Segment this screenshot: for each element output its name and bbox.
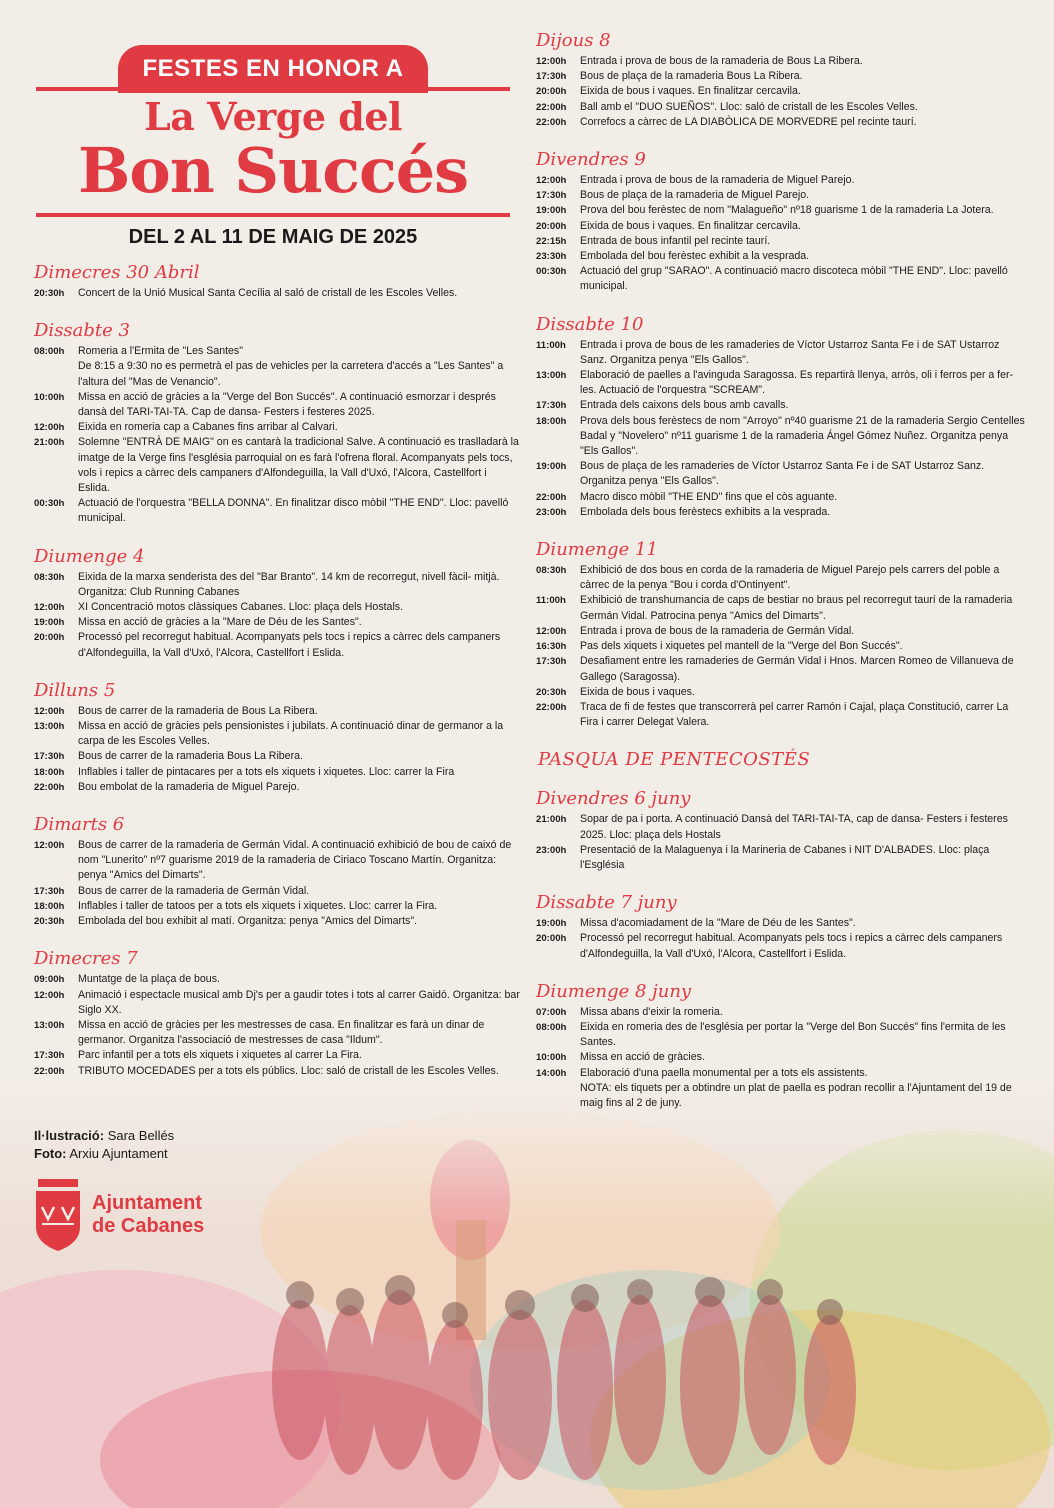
day-title: Divendres 9 [536,149,646,171]
event-row [536,931,1026,961]
event-description: Entrada i prova de bous de la ramaderia de Miguel Parejo. [580,174,855,187]
event-description: Eixida de bous i vaques. En finalitzar cercavila. [580,219,801,232]
event-description: Missa en acció de gràcies a la "Verge del Bon Succés". A continuació esmorzar i després dansà del TARI-TAI-TA. Cap de dansa- Festers i festeres 2025. [78,390,496,419]
event-row [536,1005,1026,1020]
title-rule-bottom [36,213,510,217]
event-description: Prova del bou ferèstec de nom "Malagueño" nº18 guarisme 1 de la ramaderia La Jotera. [580,204,994,217]
event-time: 09:00h [34,974,65,986]
day-block [34,320,520,526]
event-row [536,916,1026,931]
event-description: Bous de carrer de la ramaderia de Bous La Ribera. [78,704,318,717]
event-time: 17:30h [34,885,65,897]
photo-label: Foto: [34,1146,67,1161]
event-row [536,624,1026,639]
event-description: Muntatge de la plaça de bous. [78,973,220,986]
event-time: 17:30h [34,751,65,763]
event-row [34,1064,520,1079]
event-description: Eixida de la marxa senderista des del "Bar Branto". 14 km de recorregut, nivell fàcil- mitjà. Organitza: Club Running Cabanes [78,570,500,598]
event-time: 12:00h [34,840,65,852]
title-rule-top [36,87,510,91]
event-description: Missa en acció de gràcies pels pensionistes i jubilats. A continuació dinar de germanor a la carpa de les Escoles Velles. [78,720,504,748]
event-row [536,1081,1026,1111]
event-time: 17:30h [536,190,567,202]
event-description: Presentació de la Malaguenya i la Marineria de Cabanes i NIT D'ALBADES. Lloc: plaça l'Església [580,843,990,871]
event-time [34,359,78,389]
event-time: 07:00h [536,1006,567,1018]
event-row [34,884,520,899]
event-time: 00:30h [34,498,65,510]
event-time: 12:00h [34,989,65,1001]
event-row [536,219,1026,234]
event-time: 00:30h [536,266,567,278]
event-description: Bou embolat de la ramaderia de Miguel Parejo. [78,780,300,793]
event-time: 19:00h [34,617,65,629]
day-block [536,788,1026,873]
day-title: Diumenge 11 [536,539,658,561]
schedule-left-column [34,262,520,1098]
event-time: 17:30h [536,400,567,412]
event-row [536,203,1026,218]
event-description: Solemne "ENTRÀ DE MAIG" on es cantarà la tradicional Salve. A continuació es traslladarà la imatge de la Verge fins l'església parroquial on es farà l'ofrena floral. Acompanyats pels tocs, vols i repics a càrrec dels campaners d'Alfondeguilla, la Vall d'Uxó, l'Alcora, Castellfort i Eslida. [78,436,519,495]
event-row [34,630,520,660]
event-description: Bous de carrer de la ramaderia de Germán Vidal. A continuació exhibició de bou de caixó de nom "Lunerito" nº7 guarisme 2019 de la ramaderia de Ciriaco Toscano Martín. Organitza: penya "Amics del Dimarts". [78,839,512,882]
event-description: XI Concentració motos clàssiques Cabanes. Lloc: plaça dels Hostals. [78,601,404,614]
event-description: Missa abans d'eixir la romeria. [580,1005,723,1018]
title-line-1: La Verge del [144,94,402,139]
event-row [536,84,1026,99]
day-title: Dijous 8 [536,30,611,51]
event-row [34,344,520,359]
event-row [536,368,1026,398]
day-title: Dilluns 5 [34,679,116,701]
event-description: Eixida de bous i vaques. En finalitzar cercavila. [580,85,801,98]
event-row [536,414,1026,460]
event-row [34,972,520,987]
event-description: Processó pel recorregut habitual. Acompanyats pels tocs i repics a càrrec dels campaners d'Alfondeguilla, la Vall d'Uxó, l'Alcora, Castellfort i Eslida. [78,631,501,659]
day-block [536,314,1026,520]
event-row [536,249,1026,264]
event-row [536,700,1026,730]
event-row [34,838,520,884]
event-description: Embolada del bou exhibit al matí. Organitza: penya "Amics del Dimarts". [78,915,418,928]
event-time: 12:00h [536,175,567,187]
event-time: 08:00h [34,346,65,358]
logo-line-2: de Cabanes [92,1215,205,1237]
event-time: 20:00h [536,220,567,232]
event-time: 20:30h [34,288,65,299]
event-row [34,390,520,420]
event-description: Eixida en romeria des de l'església per portar la "Verge del Bon Succés" fins l'ermita de les Santes. [580,1020,1006,1049]
event-row [34,570,520,600]
event-description: Entrada i prova de bous de les ramaderies de Víctor Ustarroz Santa Fe i de SAT Ustarroz Sanz. Organitza penya "Els Gallos". [580,338,1000,366]
event-row [34,435,520,496]
event-time: 20:00h [536,933,567,945]
event-description: Entrada dels caixons dels bous amb cavalls. [580,399,789,412]
event-description: Bous de plaça de la ramaderia de Miguel Parejo. [580,189,810,202]
event-row [34,600,520,615]
event-time: 22:00h [34,781,65,793]
day-title: Dimecres 7 [34,948,138,970]
event-row [536,100,1026,115]
event-time: 23:30h [536,251,567,263]
event-row [536,115,1026,130]
event-description: Exhibició de transhumancia de caps de bestiar no braus pel recorregut taurí de la ramaderia Germán Vidal. Patrocina penya "Amics del Dimarts". [580,594,1013,622]
event-description: Elaboració d'una paella monumental per a tots els assistents. [580,1066,868,1079]
event-row [34,286,520,301]
event-time: 08:00h [536,1021,567,1033]
logo-line-1: Ajuntament [92,1192,202,1214]
event-time: 17:30h [536,656,567,668]
event-row [536,1050,1026,1065]
event-row [536,843,1026,873]
event-time: 22:00h [34,1065,65,1077]
event-description: Animació i espectacle musical amb Dj's per a gaudir totes i tots al carrer Gaidó. Organitza: bar Siglo XX. [78,988,520,1016]
event-time: 11:00h [536,339,566,351]
event-description: Traca de fi de festes que transcorrerà pel carrer Ramón i Cajal, plaça Constitució, carrer La Fira i carrer Delegat Valera. [580,700,1009,729]
event-row [34,914,520,929]
event-time: 19:00h [536,461,567,473]
event-description: Missa en acció de gràcies. [580,1051,705,1064]
day-block [536,30,1026,130]
event-row [536,654,1026,684]
event-description: Entrada de bous infantil pel recinte taurí. [580,234,771,247]
event-time: 22:15h [536,235,567,247]
event-description: Embolada del bou ferèstec exhibit a la vesprada. [580,250,810,263]
event-time: 23:00h [536,506,567,518]
title-line-2: Bon Succés [77,134,469,207]
day-block [536,981,1026,1111]
event-description: Eixida de bous i vaques. [580,685,695,698]
day-block [34,814,520,929]
kicker-banner: FESTES EN HONOR A [118,45,428,93]
event-time: 13:00h [34,721,65,733]
event-row [536,398,1026,413]
event-row [536,563,1026,593]
event-row [536,639,1026,654]
credits [34,1127,174,1163]
event-row [536,490,1026,505]
event-description: Bous de carrer de la ramaderia de Germán Vidal. [78,884,310,897]
illustration-label: Il·lustració: [34,1128,105,1143]
event-time [536,1081,580,1111]
event-description: Missa en acció de gràcies a la "Mare de Déu de les Santes". [78,616,362,629]
event-row [536,812,1026,842]
event-description: Bous de plaça de les ramaderies de Víctor Ustarroz Santa Fe i de SAT Ustarroz Sanz. Organitza penya "Els Gallos". [580,460,985,488]
event-description: Desafiament entre les ramaderies de Germán Vidal i Hnos. Marcen Romeo de Villanueva de Gallego (Saragossa). [580,655,1014,683]
day-block [34,680,520,795]
event-row [34,749,520,764]
event-time: 08:30h [34,571,65,583]
event-description: Correfocs a càrrec de LA DIABÒLICA DE MORVEDRE pel recinte taurí. [580,115,917,128]
event-time: 14:00h [536,1067,567,1079]
day-block [536,149,1026,295]
event-time: 20:00h [34,632,65,644]
event-row [34,780,520,795]
ajuntament-logo [34,1180,224,1250]
illustration-credit: Sara Bellés [107,1128,175,1143]
event-row [536,685,1026,700]
event-description: Entrada i prova de bous de la ramaderia de Bous La Ribera. [580,55,863,67]
event-row [536,234,1026,249]
event-description: Pas dels xiquets i xiquetes pel mantell de la "Verge del Bon Succés". [580,640,903,653]
event-description: Bous de carrer de la ramaderia Bous La Ribera. [78,750,303,763]
event-time: 20:00h [536,86,567,98]
event-time: 22:00h [536,101,567,113]
event-time: 13:00h [34,1019,65,1031]
event-description: Romeria a l'Ermita de "Les Santes" [78,345,243,358]
day-block [34,948,520,1078]
event-time: 12:00h [536,625,567,637]
pentecost-section-title: PASQUA DE PENTECOSTÉS [538,749,811,771]
day-title: Dissabte 7 juny [536,892,677,914]
event-time: 13:00h [536,370,567,382]
event-description: Macro disco mòbil "THE END" fins que el còs aguante. [580,490,838,503]
festival-dates: DEL 2 AL 11 DE MAIG DE 2025 [128,226,418,248]
day-block [34,262,520,301]
schedule-right-column [536,30,1026,1130]
event-description: Bous de plaça de la ramaderia Bous La Ribera. [580,70,803,83]
event-row [34,1048,520,1063]
event-description: Actuació de l'orquestra "BELLA DONNA". En finalitzar disco mòbil "THE END". Lloc: pavelló municipal. [78,497,509,525]
event-description: Missa d'acomiadament de la "Mare de Déu de les Santes". [580,917,856,930]
event-description: Actuació del grup "SARAO". A continuació macro discoteca mòbil "THE END". Lloc: pavelló municipal. [580,265,1008,293]
event-row [536,264,1026,294]
day-block [536,892,1026,962]
event-row [34,420,520,435]
event-time: 12:00h [34,422,65,434]
event-time: 10:00h [34,391,65,403]
event-row [536,69,1026,84]
event-time: 20:30h [34,916,65,928]
event-description: Inflables i taller de pintacares per a tots els xiquets i xiquetes. Lloc: carrer la Fira [78,765,455,778]
event-time: 21:00h [34,437,65,449]
event-time: 11:00h [536,595,566,607]
event-description: NOTA: els tiquets per a obtindre un plat de paella es podran recollir a l'Ajuntament del 19 de maig fins al 2 de juny. [580,1081,1012,1109]
event-description: Processó pel recorregut habitual. Acompanyats pels tocs i repics a càrrec dels campaners d'Alfondeguilla, la Vall d'Uxó, l'Alcora, Castellfort i Eslida. [580,932,1003,960]
event-description: De 8:15 a 9:30 no es permetrà el pas de vehicles per la carretera d'accés a "Les Santes" a l'altura del "Mas de Venancio". [78,360,504,388]
event-description: Exhibició de dos bous en corda de la ramaderia de Miguel Parejo pels carrers del poble a càrrec de la penya "Bou i corda d'Ontinyent". [580,564,1000,592]
day-title: Diumenge 4 [34,545,145,567]
event-time: 22:00h [536,701,567,713]
event-row [34,719,520,749]
event-row [536,338,1026,368]
event-description: Entrada i prova de bous de la ramaderia de Germán Vidal. [580,624,855,637]
event-description: Parc infantil per a tots els xiquets i xiquetes al carrer La Fira. [78,1049,362,1062]
event-time: 16:30h [536,641,567,653]
event-row [536,459,1026,489]
event-description: TRIBUTO MOCEDADES per a tots els públics. Lloc: saló de cristall de les Escoles Velles. [78,1064,499,1077]
event-description: Ball amb el "DUO SUEÑOS". Lloc: saló de cristall de les Escoles Velles. [580,100,918,113]
event-row [536,505,1026,520]
event-row [536,188,1026,203]
event-time: 08:30h [536,565,567,577]
event-description: Sopar de pa i porta. A continuació Dansà del TARI-TAI-TA, cap de dansa- Festers i festeres 2025. Lloc: plaça dels Hostals [580,813,1008,841]
event-row [34,1018,520,1048]
event-row [536,173,1026,188]
day-block [34,546,520,661]
town-shield-icon [34,1179,82,1251]
event-time: 12:00h [34,602,65,614]
day-title: Dimecres 30 Abril [34,262,200,283]
event-row [34,496,520,526]
event-row [34,899,520,914]
event-description: Embolada dels bous ferèstecs exhibits a la vesprada. [580,505,831,518]
event-time: 22:00h [536,116,567,128]
event-description: Concert de la Unió Musical Santa Cecília al saló de cristall de les Escoles Velles. [78,287,458,299]
event-time: 21:00h [536,814,567,826]
event-row [536,54,1026,69]
event-description: Missa en acció de gràcies per les mestresses de casa. En finalitzar es farà un dinar de germanor. Organitza l'associació de mestresses de casa "Ildum". [78,1018,485,1047]
day-block [536,539,1026,730]
event-time: 12:00h [536,56,567,67]
day-title: Dissabte 10 [536,313,644,335]
event-row [34,359,520,389]
day-title: Dissabte 3 [34,320,130,342]
event-time: 18:00h [34,900,65,912]
event-row [34,704,520,719]
day-title: Diumenge 8 juny [536,980,692,1002]
event-row [536,1066,1026,1081]
event-row [34,988,520,1018]
event-time: 18:00h [34,766,65,778]
event-row [536,593,1026,623]
event-description: Elaboració de paelles a l'avinguda Saragossa. Es repartirà llenya, arròs, oli i ferros per a fer-les. Actuació de l'orquestra "SCREAM". [580,369,1014,397]
event-row [536,1020,1026,1050]
event-time: 12:00h [34,705,65,717]
event-time: 20:30h [536,686,567,698]
event-time: 22:00h [536,491,567,503]
day-title: Dimarts 6 [34,814,125,836]
event-time: 17:30h [536,71,567,83]
event-description: Eixida en romeria cap a Cabanes fins arribar al Calvari. [78,421,338,434]
day-title: Divendres 6 juny [536,788,691,810]
event-description: Inflables i taller de tatoos per a tots els xiquets i xiquetes. Lloc: carrer la Fira. [78,899,438,912]
photo-credit: Arxiu Ajuntament [69,1146,168,1161]
event-time: 10:00h [536,1052,567,1064]
event-row [34,765,520,780]
event-time: 19:00h [536,918,567,930]
event-time: 17:30h [34,1050,65,1062]
event-row [34,615,520,630]
event-time: 19:00h [536,205,567,217]
event-time: 18:00h [536,415,567,427]
event-time: 23:00h [536,844,567,856]
event-description: Prova dels bous ferèstecs de nom "Arroyo" nº40 guarisme 21 de la ramaderia Sergio Centelles Badal y "Novelero" nº11 guarisme 1 de la ramaderia Ángel Gómez Nuñez. Organitza penya "Els Gallos". [580,414,1025,458]
